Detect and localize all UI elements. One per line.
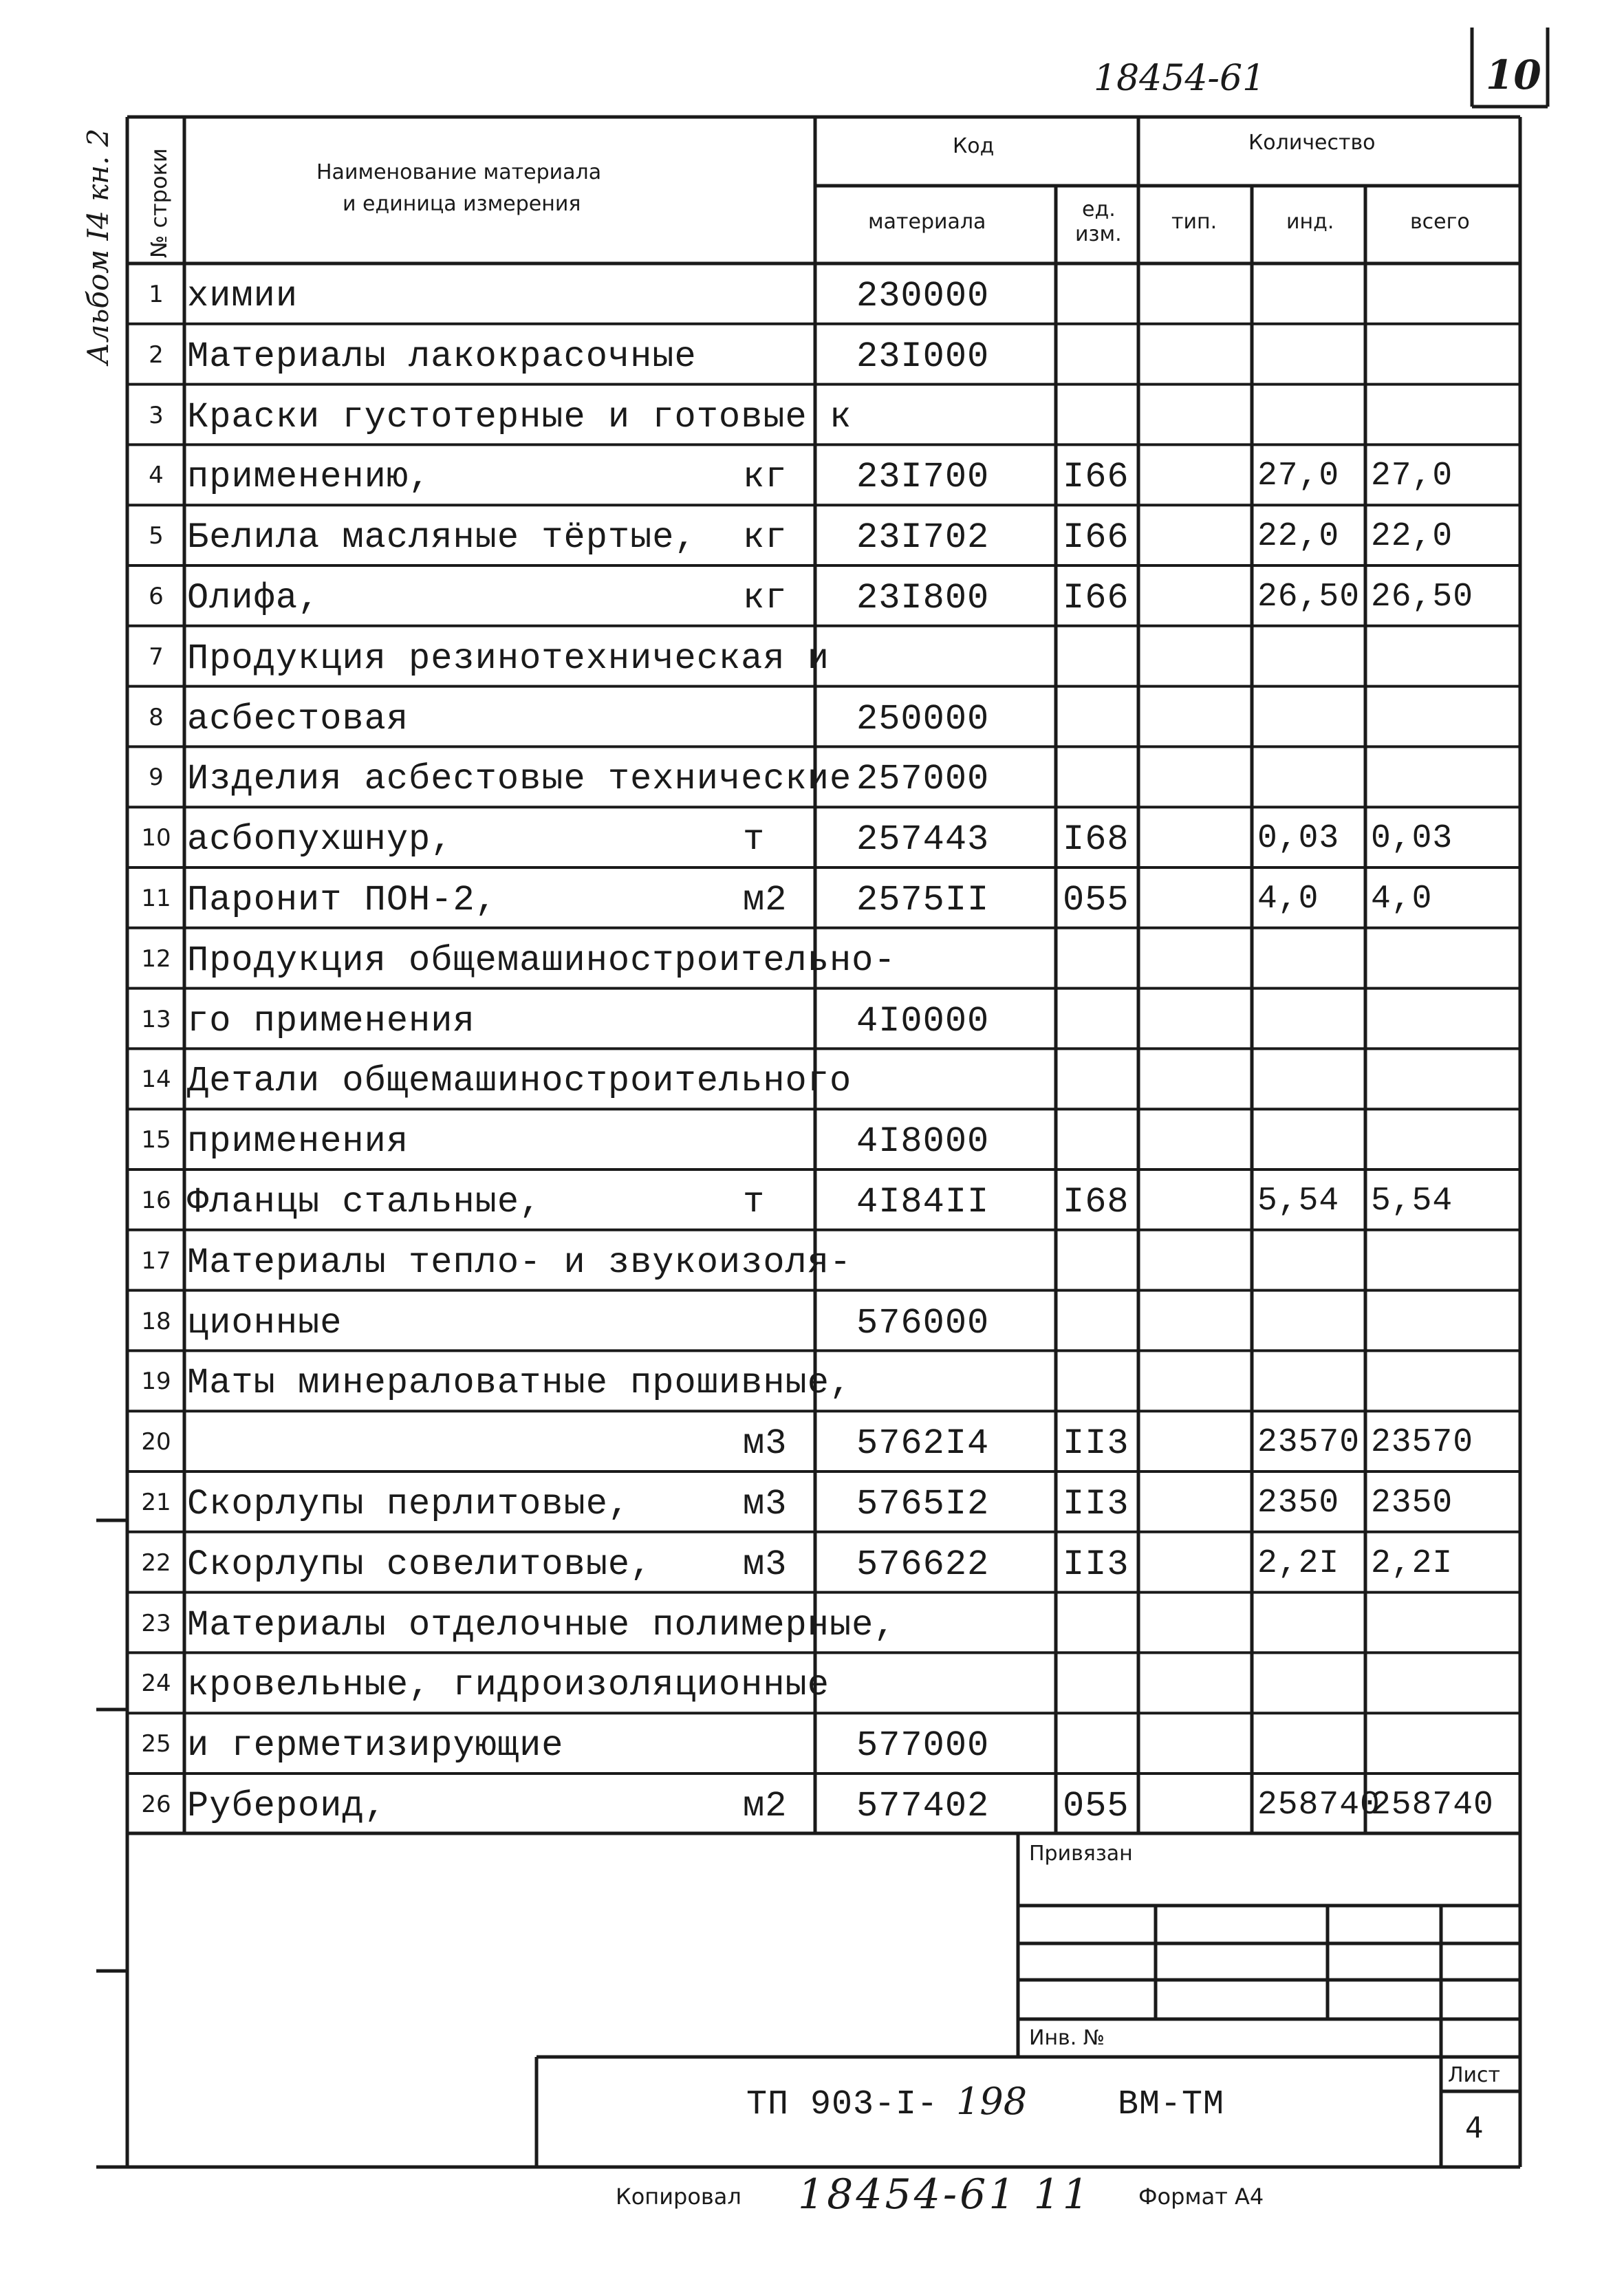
row-unit-code: II3 xyxy=(1063,1484,1129,1524)
row-number: 2 xyxy=(149,341,164,369)
row-number: 15 xyxy=(141,1126,171,1154)
sheet-corner-number: 10 xyxy=(1486,52,1541,98)
header-code: Код xyxy=(953,134,995,158)
row-material-name: Скорлупы перлитовые, xyxy=(187,1484,631,1524)
row-number: 22 xyxy=(141,1549,171,1577)
row-unit-code: 055 xyxy=(1063,1786,1129,1826)
row-material-code: 250000 xyxy=(856,698,990,740)
row-material-name: Паронит ПОН-2, xyxy=(187,880,497,920)
row-material-name: Материалы лакокрасочные xyxy=(187,336,697,377)
row-material-name: Олифа, xyxy=(187,578,321,618)
row-unit: м2 xyxy=(743,880,788,920)
row-number: 20 xyxy=(141,1428,171,1456)
header-typ: тип. xyxy=(1171,210,1217,234)
row-material-code: 576000 xyxy=(856,1302,990,1344)
row-qty-total: 258740 xyxy=(1371,1787,1494,1824)
row-unit: кг xyxy=(743,517,788,559)
row-number: 24 xyxy=(141,1670,171,1698)
row-unit: м3 xyxy=(743,1544,788,1585)
row-material-code: 5762I4 xyxy=(856,1423,990,1465)
row-unit: т xyxy=(743,1182,766,1222)
row-material-name: Маты минераловатные прошивные, xyxy=(187,1363,852,1404)
row-material-name: асбестовая xyxy=(187,698,409,740)
row-material-code: 257443 xyxy=(856,819,990,861)
row-qty-total: 23570 xyxy=(1371,1424,1474,1462)
row-unit: м3 xyxy=(743,1423,788,1465)
row-material-name: Изделия асбестовые технические xyxy=(187,759,852,800)
row-number: 25 xyxy=(141,1730,171,1758)
row-unit-code: I66 xyxy=(1063,578,1129,618)
header-unit-line2: изм. xyxy=(1075,222,1122,246)
row-qty-individual: 2,2I xyxy=(1257,1544,1340,1582)
row-qty-individual: 2350 xyxy=(1257,1485,1340,1522)
row-unit-code: I68 xyxy=(1063,819,1129,861)
row-number: 7 xyxy=(149,643,164,671)
row-qty-total: 27,0 xyxy=(1371,457,1453,495)
row-material-name: применению, xyxy=(187,457,431,498)
row-unit: м3 xyxy=(743,1484,788,1524)
footer-copied-handwritten: 18454-61 11 xyxy=(798,2170,1092,2219)
header-unit-line1: ед. xyxy=(1082,197,1116,222)
row-number: 23 xyxy=(141,1609,171,1637)
row-material-code: 4I0000 xyxy=(856,1000,990,1042)
header-name-line1: Наименование материала xyxy=(316,160,602,184)
section-code: ВМ-ТМ xyxy=(1118,2085,1225,2124)
row-number: 1 xyxy=(149,281,164,308)
row-number: 3 xyxy=(149,401,164,429)
document-number: 18454-61 xyxy=(1094,58,1266,99)
row-material-name: Фланцы стальные, xyxy=(187,1182,542,1222)
row-material-name: го применения xyxy=(187,1000,475,1042)
row-number: 11 xyxy=(141,885,171,912)
row-material-name: Белила масляные тёртые, xyxy=(187,517,697,559)
row-qty-total: 26,50 xyxy=(1371,579,1474,616)
project-code-prefix: ТП 903-I- xyxy=(746,2085,939,2124)
row-material-name: Краски густотерные и готовые к xyxy=(187,396,852,438)
row-unit-code: 055 xyxy=(1063,880,1129,920)
stamp-linked: Привязан xyxy=(1029,1842,1133,1866)
row-qty-individual: 4,0 xyxy=(1257,881,1319,918)
row-number: 10 xyxy=(141,824,171,852)
album-label: Альбом I4 кн. 2 xyxy=(81,128,115,365)
row-material-name: асбопухшнур, xyxy=(187,819,453,861)
row-qty-individual: 23570 xyxy=(1257,1424,1361,1462)
row-material-name: применения xyxy=(187,1121,409,1163)
row-number: 6 xyxy=(149,583,164,610)
row-material-name: Рубероид, xyxy=(187,1786,387,1826)
row-material-name: кровельные, гидроизоляционные xyxy=(187,1665,830,1706)
row-number: 13 xyxy=(141,1005,171,1033)
row-unit: т xyxy=(743,819,766,861)
row-material-name: Материалы тепло- и звукоизоля- xyxy=(187,1242,852,1283)
row-material-code: 577000 xyxy=(856,1725,990,1767)
row-qty-individual: 22,0 xyxy=(1257,518,1340,556)
row-material-name: Продукция общемашиностроительно- xyxy=(187,940,896,981)
stamp-inv-number: Инв. № xyxy=(1029,2026,1105,2050)
row-material-code: 23I000 xyxy=(856,336,990,377)
row-material-code: 576622 xyxy=(856,1544,990,1585)
row-qty-total: 4,0 xyxy=(1371,881,1433,918)
row-material-code: 577402 xyxy=(856,1786,990,1826)
header-ind: инд. xyxy=(1286,210,1334,234)
row-material-code: 23I700 xyxy=(856,457,990,498)
row-material-code: 23I702 xyxy=(856,517,990,559)
row-qty-individual: 258740 xyxy=(1257,1787,1381,1824)
row-material-code: 4I8000 xyxy=(856,1121,990,1163)
row-qty-individual: 26,50 xyxy=(1257,579,1361,616)
row-unit: кг xyxy=(743,578,788,618)
row-material-code: 2575II xyxy=(856,880,990,920)
row-number: 12 xyxy=(141,945,171,973)
row-qty-individual: 5,54 xyxy=(1257,1183,1340,1220)
row-number: 19 xyxy=(141,1368,171,1396)
row-number: 4 xyxy=(149,462,164,490)
row-material-name: Детали общемашиностроительного xyxy=(187,1061,852,1102)
row-material-name: Продукция резинотехническая и xyxy=(187,638,830,679)
row-material-name: Материалы отделочные полимерные, xyxy=(187,1604,896,1646)
row-unit-code: I68 xyxy=(1063,1182,1129,1222)
row-qty-total: 2,2I xyxy=(1371,1544,1453,1582)
row-unit-code: II3 xyxy=(1063,1544,1129,1585)
row-qty-total: 22,0 xyxy=(1371,518,1453,556)
row-material-name: и герметизирующие xyxy=(187,1725,564,1767)
row-material-name: Скорлупы совелитовые, xyxy=(187,1544,653,1585)
row-number: 17 xyxy=(141,1247,171,1275)
header-material: материала xyxy=(868,210,986,234)
row-unit-code: II3 xyxy=(1063,1423,1129,1465)
row-qty-total: 2350 xyxy=(1371,1485,1453,1522)
header-row-number: № строки xyxy=(146,148,172,258)
footer-format: Формат А4 xyxy=(1138,2184,1264,2210)
row-material-code: 5765I2 xyxy=(856,1484,990,1524)
header-quantity: Количество xyxy=(1248,131,1376,155)
row-unit: м2 xyxy=(743,1786,788,1826)
header-total: всего xyxy=(1410,210,1470,234)
row-unit-code: I66 xyxy=(1063,517,1129,559)
row-material-name: ционные xyxy=(187,1302,343,1344)
row-qty-individual: 0,03 xyxy=(1257,820,1340,858)
header-name-line2: и единица измерения xyxy=(343,192,581,216)
row-number: 5 xyxy=(149,522,164,550)
row-qty-total: 5,54 xyxy=(1371,1183,1453,1220)
sheet-number: 4 xyxy=(1465,2111,1484,2144)
row-material-code: 4I84II xyxy=(856,1182,990,1222)
row-material-code: 23I800 xyxy=(856,578,990,618)
footer-copied-label: Копировал xyxy=(616,2184,741,2210)
row-number: 18 xyxy=(141,1307,171,1335)
row-material-name: химии xyxy=(187,276,299,316)
row-qty-individual: 27,0 xyxy=(1257,457,1340,495)
sheet-label: Лист xyxy=(1448,2063,1501,2087)
row-number: 21 xyxy=(141,1489,171,1516)
row-number: 16 xyxy=(141,1187,171,1214)
row-number: 14 xyxy=(141,1066,171,1094)
row-qty-total: 0,03 xyxy=(1371,820,1453,858)
row-material-code: 257000 xyxy=(856,759,990,800)
row-unit-code: I66 xyxy=(1063,457,1129,498)
row-number: 26 xyxy=(141,1791,171,1818)
row-unit: кг xyxy=(743,457,788,498)
project-code-handwritten: 198 xyxy=(956,2080,1028,2123)
row-number: 9 xyxy=(149,764,164,792)
row-material-code: 230000 xyxy=(856,276,990,316)
row-number: 8 xyxy=(149,703,164,731)
